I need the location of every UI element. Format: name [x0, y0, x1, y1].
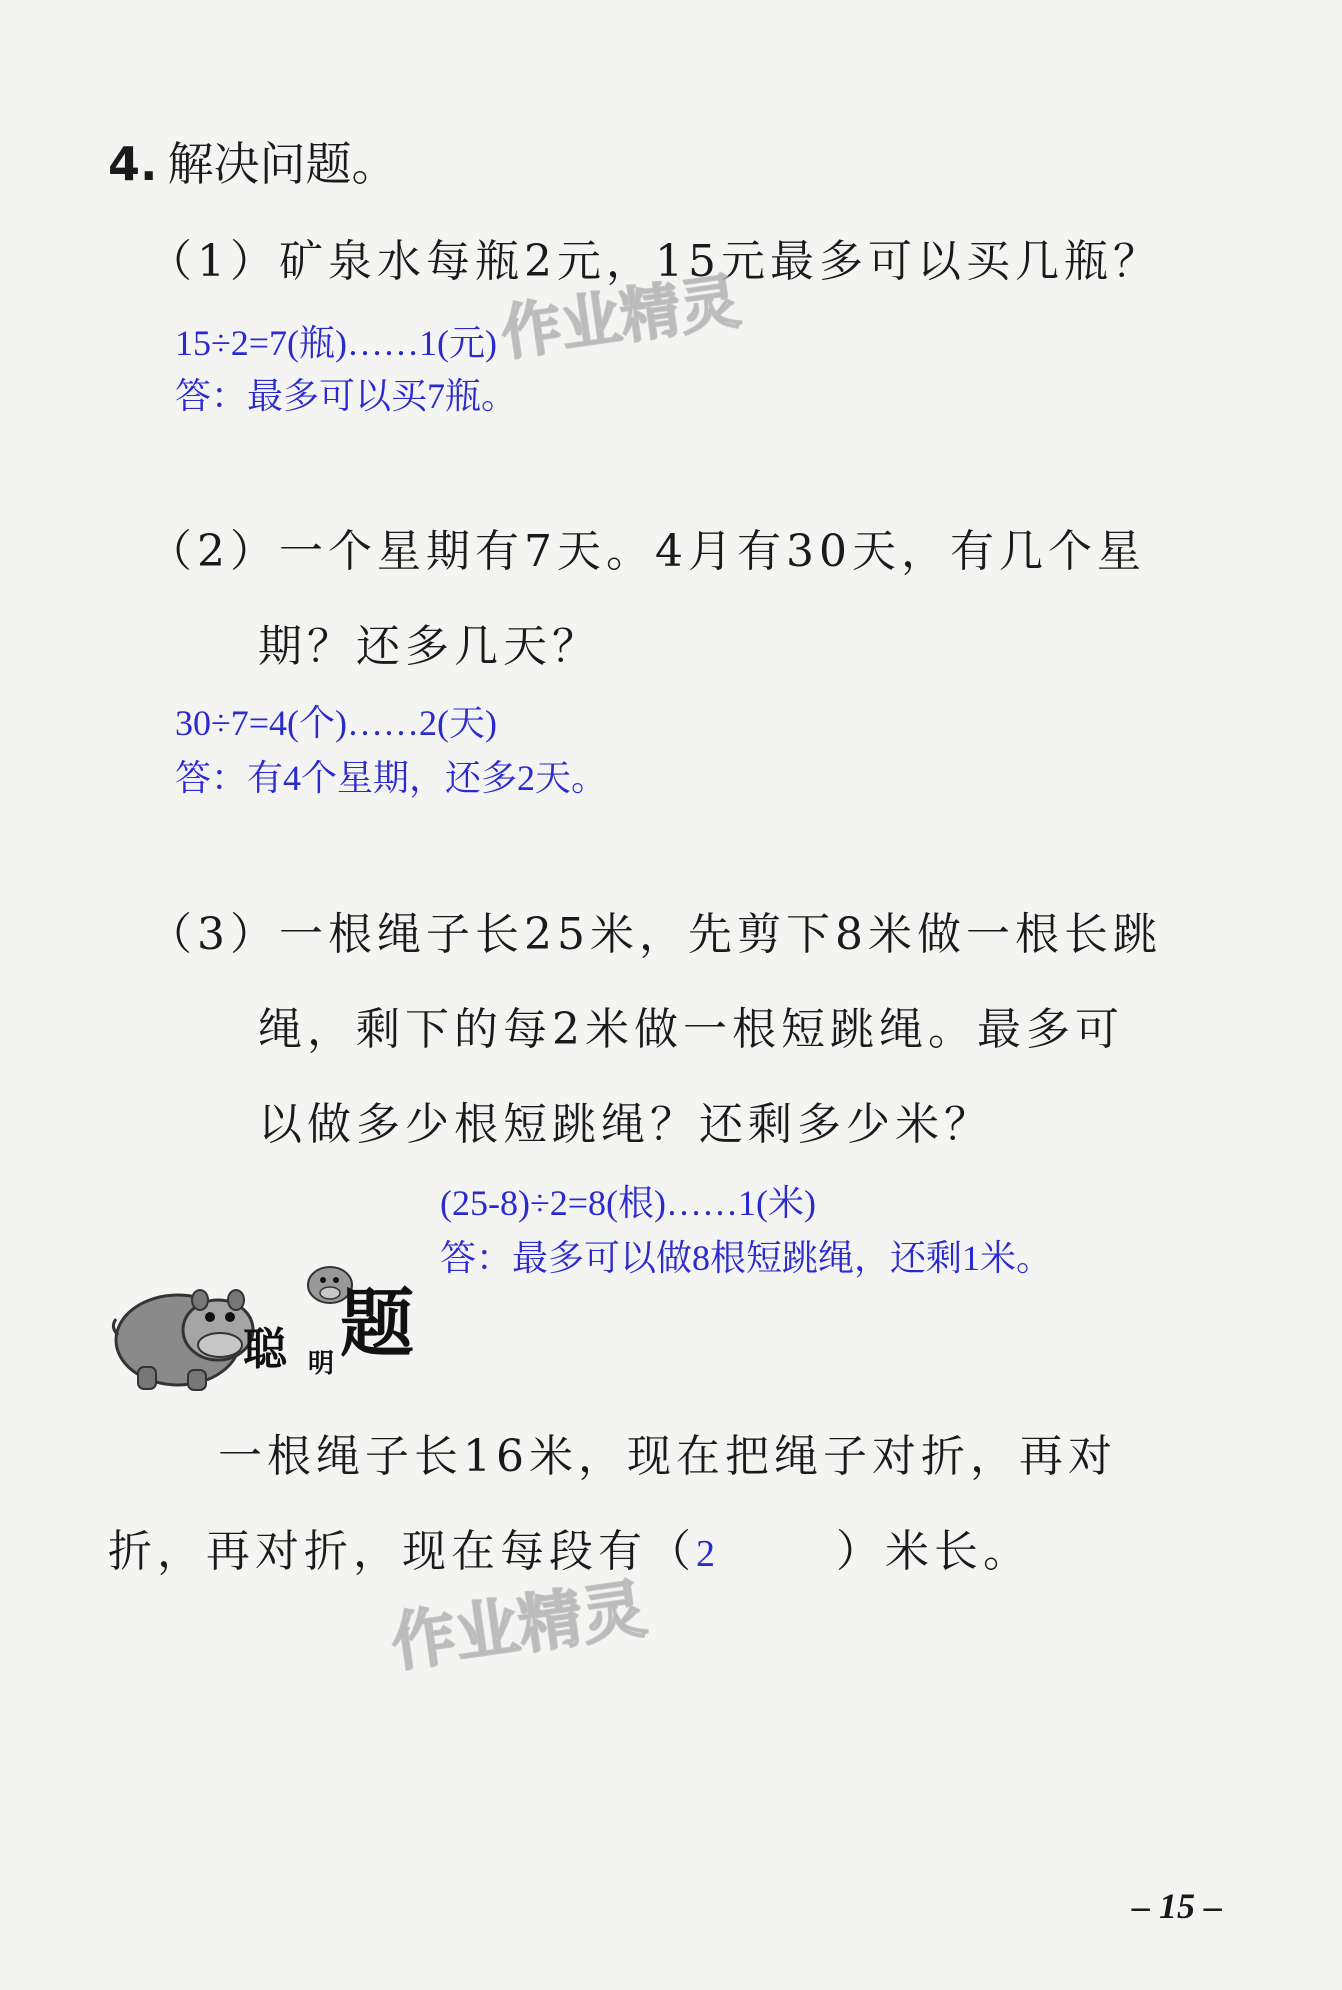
- bonus-label-char-1: 聪: [243, 1324, 287, 1375]
- question-2-answer: 答：有4个星期，还多2天。: [175, 758, 608, 798]
- section-heading: [108, 128, 397, 194]
- bonus-question-line-1: 一根绳子长16米，现在把绳子对折，再对: [218, 1431, 1117, 1482]
- bonus-answer-blank: 2: [696, 1533, 720, 1575]
- section-title: 解决问题。: [167, 137, 398, 191]
- question-2-calculation: 30÷7=4(个)……2(天): [175, 703, 498, 743]
- page-number: – 15 –: [1132, 1886, 1222, 1926]
- question-1-text: （1）矿泉水每瓶2元，15元最多可以买几瓶？: [148, 236, 1162, 287]
- question-1-answer: 答：最多可以买7瓶。: [175, 376, 518, 416]
- section-number: 4.: [108, 137, 158, 191]
- question-3-line-1: （3）一根绳子长25米，先剪下8米做一根长跳: [148, 909, 1162, 960]
- bonus-label-char-2: 明: [308, 1349, 335, 1379]
- bonus-question-banner: [108, 1255, 428, 1395]
- question-3-line-2: 绳，剩下的每2米做一根短跳绳。最多可: [258, 1004, 1124, 1055]
- watermark: 作业精灵: [386, 1572, 651, 1682]
- question-3-line-3: 以做多少根短跳绳？还剩多少米？: [258, 1099, 993, 1150]
- question-2-line-2: 期？还多几天？: [258, 621, 601, 672]
- bonus-question-text-after-blank: ）米长。: [836, 1526, 1032, 1577]
- question-3-calculation: (25-8)÷2=8(根)……1(米): [440, 1183, 816, 1223]
- watermark: 作业精灵: [496, 266, 745, 370]
- question-3-answer: 答：最多可以做8根短跳绳，还剩1米。: [440, 1238, 1053, 1278]
- question-1-calculation: 15÷2=7(瓶)……1(元): [175, 323, 498, 363]
- bonus-question-text-before-blank: 折，再对折，现在每段有（: [108, 1526, 696, 1577]
- question-2-line-1: （2）一个星期有7天。4月有30天，有几个星: [148, 526, 1146, 577]
- bonus-label-char-3: 题: [340, 1281, 414, 1367]
